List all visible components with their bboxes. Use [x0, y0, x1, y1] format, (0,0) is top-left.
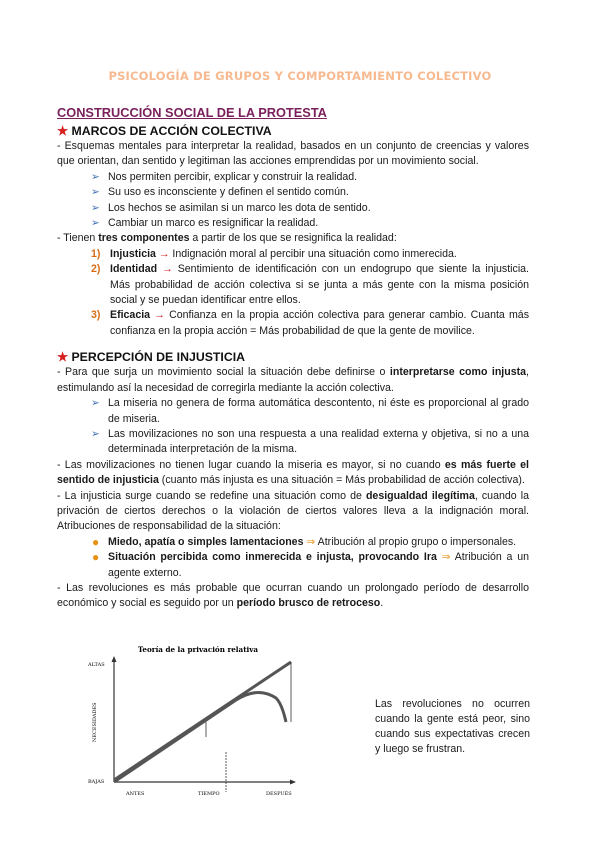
section-title: CONSTRUCCIÓN SOCIAL DE LA PROTESTA — [57, 105, 327, 120]
arrow-bullet-icon: ➢ — [91, 186, 100, 199]
list-item: ➢ La miseria no genera de forma automática descontento, ni éste es proporcional al grado de miseria. — [91, 397, 529, 425]
right-arrow-icon: → — [162, 263, 173, 276]
list-item: ● Situación percibida como inmerecida e injusta, provocando Ira ⇒ Atribución a un agente externo. — [92, 550, 529, 579]
star-icon: ★ — [57, 124, 69, 138]
list-item: 1) Injusticia → Indignación moral al percibir una situación como inmerecida. — [91, 247, 457, 260]
x-axis-label: TIEMPO — [198, 791, 220, 797]
list-item: ➢ Los hechos se asimilan si un marco les dota de sentido. — [91, 201, 529, 216]
figure-caption: Las revoluciones no ocurren cuando la gente está peor, sino cuando sus expectativas crecen y luego se frustran. — [375, 698, 530, 755]
x-axis-arrow-icon — [290, 780, 296, 785]
list-item: ➢ Su uso es inconsciente y definen el sentido común. — [91, 185, 529, 200]
injusticia-p4: - Las revoluciones es más probable que ocurran cuando un prolongado período de desarrollo económico y social es seguido por un período brusco de retroceso. — [57, 581, 529, 610]
list-item: ➢ Las movilizaciones no son una respuesta a una realidad externa y objetiva, si no a una determinada interpretación de la misma. — [91, 427, 529, 456]
marcos-heading: ★ MARCOS DE ACCIÓN COLECTIVA — [57, 124, 272, 138]
y-high-label: ALTAS — [88, 662, 105, 668]
injusticia-p2: - Las movilizaciones no tienen lugar cuando la miseria es mayor, si no cuando es más fuerte el sentido de injusticia (cuanto más injusta es una situación = Más probabilidad de acción colectiva). — [57, 458, 529, 487]
double-arrow-icon: ⇒ — [441, 551, 451, 564]
marcos-bullet-list — [57, 170, 529, 232]
list-item: 2) Identidad → Sentimiento de identificación con un endogrupo que siente la injusticia. Más probabilidad de acción colectiva si se junta a más gente con la misma posición social y se puedan identificar entre ellos. — [91, 263, 530, 307]
right-arrow-icon: → — [154, 309, 165, 322]
relative-deprivation-figure — [86, 642, 311, 802]
list-item: 3) Eficacia → Confianza en la propia acción colectiva para generar cambio. Cuanta más confianza en la propia acción = Más probabilidad de que la gente de movilice. — [91, 309, 529, 337]
double-arrow-icon: ⇒ — [306, 535, 316, 548]
list-item: ● Miedo, apatía o simples lamentaciones ⇒ Atribución al propio grupo o impersonales. — [92, 534, 517, 549]
injusticia-bullet-list — [57, 396, 529, 458]
list-item: ➢ Cambiar un marco es resignificar la realidad. — [91, 216, 529, 231]
x-before-label: ANTES — [126, 791, 145, 797]
list-item: ➢ Nos permiten percibir, explicar y construir la realidad. — [91, 170, 529, 185]
actual-needs-curve — [114, 692, 286, 782]
bullet-dot-icon: ● — [92, 534, 100, 549]
injusticia-p1: - Para que surja un movimiento social la situación debe definirse o interpretarse como injusta, estimulando así la necesidad de corregirla mediante la acción colectiva. — [57, 366, 529, 394]
x-after-label: DESPUÉS — [266, 791, 292, 797]
figure-svg — [86, 642, 311, 802]
arrow-bullet-icon: ➢ — [91, 397, 100, 410]
document-header-title: PSICOLOGÍA DE GRUPOS Y COMPORTAMIENTO COLECTIVO — [108, 69, 492, 83]
arrow-bullet-icon: ➢ — [91, 217, 100, 230]
arrow-bullet-icon: ➢ — [91, 427, 100, 440]
right-arrow-icon: → — [158, 247, 170, 260]
figure-title: Teoría de la privación relativa — [137, 645, 259, 654]
bullet-dot-icon: ● — [92, 550, 100, 565]
y-low-label: BAJAS — [88, 779, 105, 785]
y-axis-label: NECESIDADES — [92, 702, 98, 742]
components-list — [57, 247, 529, 339]
arrow-bullet-icon: ➢ — [91, 201, 100, 214]
document-body — [57, 104, 529, 612]
injusticia-heading: ★ PERCEPCIÓN DE INJUSTICIA — [57, 350, 246, 365]
attribution-list — [57, 535, 529, 581]
arrow-bullet-icon: ➢ — [91, 170, 100, 183]
star-icon: ★ — [57, 350, 69, 365]
components-intro: - Tienen tres componentes a partir de los que se resignifica la realidad: — [57, 232, 397, 245]
y-axis-arrow-icon — [112, 656, 117, 662]
injusticia-p3: - La injusticia surge cuando se redefine una situación como de desigualdad ilegítima, cuando la privación de ciertos derechos o la violación de ciertos valores lleva a la indignación moral. Atribuciones de responsabilidad de la situación: — [57, 489, 529, 533]
marcos-intro: - Esquemas mentales para interpretar la realidad, basados en un conjunto de creencias y valores que orientan, dan sentido y legitiman las acciones emprendidas por un movimiento social. — [57, 140, 529, 168]
